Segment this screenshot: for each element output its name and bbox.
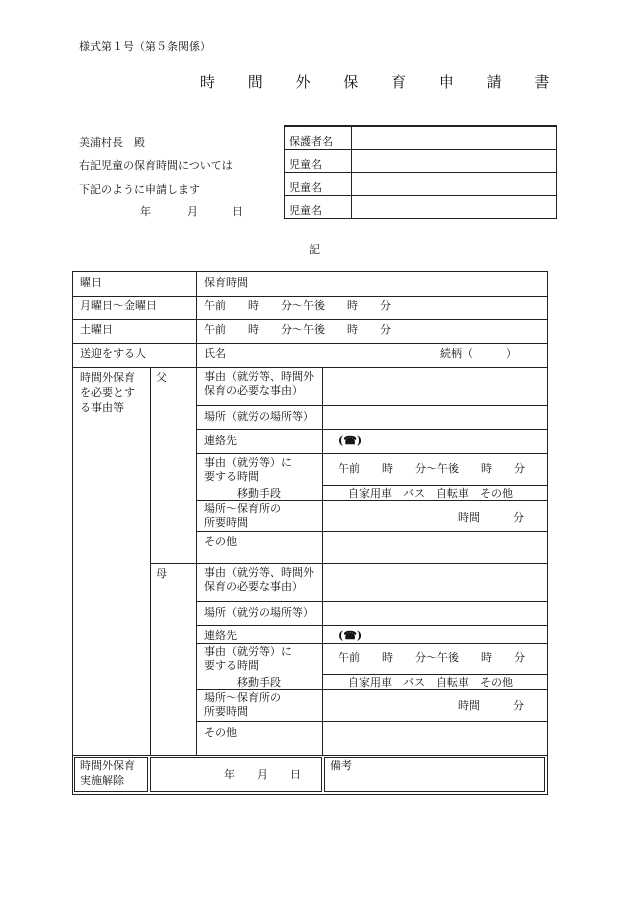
applicant-table	[284, 125, 557, 219]
time-header: 保育時間	[204, 276, 248, 289]
reason-label-1: 時間外保育	[80, 371, 135, 384]
saturday-label: 土曜日	[80, 323, 113, 336]
form-number: 様式第１号（第５条関係）	[79, 40, 211, 53]
mother-reason-1: 事由（就労等、時間外	[204, 566, 314, 579]
mother-transport-label: 移動手段	[237, 676, 281, 689]
ki-heading: 記	[309, 243, 320, 256]
request-line-1: 右記児童の保育時間については	[79, 159, 233, 172]
mother-needed-time-2: 要する時間	[204, 659, 259, 672]
cancel-label-1: 時間外保育	[80, 759, 135, 772]
mother-commute-value[interactable]: 時間 分	[458, 699, 524, 712]
date-day: 日	[232, 205, 243, 218]
relation-label[interactable]: 続柄（ ）	[440, 347, 517, 360]
father-commute-2: 所要時間	[204, 516, 248, 529]
mother-contact: 連絡先	[204, 629, 237, 642]
phone-icon[interactable]: (☎)	[338, 629, 363, 642]
day-header: 曜日	[80, 276, 102, 289]
child-name-label: 児童名	[289, 158, 322, 171]
request-line-2: 下記のように申請します	[79, 183, 200, 196]
remarks-cell[interactable]	[324, 757, 545, 792]
guardian-row[interactable]	[285, 126, 556, 150]
pickup-label: 送迎をする人	[80, 347, 146, 360]
remarks-label: 備考	[330, 759, 352, 772]
mother-needed-time-value[interactable]: 午前 時 分～午後 時 分	[338, 651, 525, 664]
father-needed-time-2: 要する時間	[204, 470, 259, 483]
father-transport-options[interactable]: 自家用車 バス 自転車 その他	[348, 487, 513, 500]
reason-label-2: を必要とす	[80, 386, 135, 399]
reason-label-3: る事由等	[80, 401, 124, 414]
child-row-3[interactable]	[285, 195, 556, 219]
father-transport-label: 移動手段	[237, 487, 281, 500]
father-reason-2: 保育の必要な事由）	[204, 384, 303, 397]
cancel-date[interactable]: 年 月 日	[224, 768, 301, 781]
name-label[interactable]: 氏名	[204, 347, 226, 360]
saturday-time[interactable]: 午前 時 分～午後 時 分	[204, 323, 391, 336]
child-row-1[interactable]	[285, 149, 556, 173]
child-name-label: 児童名	[289, 204, 322, 217]
father-other: その他	[204, 535, 237, 548]
mother-commute-1: 場所～保育所の	[204, 691, 281, 704]
mother-transport-options[interactable]: 自家用車 バス 自転車 その他	[348, 676, 513, 689]
date-year: 年	[140, 205, 151, 218]
mother-label: 母	[156, 567, 167, 580]
weekday-label: 月曜日～金曜日	[80, 299, 157, 312]
mother-reason-2: 保育の必要な事由）	[204, 580, 303, 593]
father-reason-1: 事由（就労等、時間外	[204, 370, 314, 383]
recipient: 美浦村長 殿	[79, 136, 145, 149]
mother-place: 場所（就労の場所等）	[204, 606, 314, 619]
father-needed-time-value[interactable]: 午前 時 分～午後 時 分	[338, 462, 525, 475]
mother-other: その他	[204, 726, 237, 739]
child-row-2[interactable]	[285, 172, 556, 196]
father-needed-time-1: 事由（就労等）に	[204, 456, 292, 469]
father-commute-1: 場所～保育所の	[204, 502, 281, 515]
father-contact: 連絡先	[204, 434, 237, 447]
phone-icon[interactable]: (☎)	[338, 434, 363, 447]
cancel-label-2: 実施解除	[80, 774, 124, 787]
father-label: 父	[156, 371, 167, 384]
schedule-form	[72, 271, 548, 795]
weekday-time[interactable]: 午前 時 分～午後 時 分	[204, 299, 391, 312]
mother-needed-time-1: 事由（就労等）に	[204, 645, 292, 658]
mother-commute-2: 所要時間	[204, 705, 248, 718]
father-place: 場所（就労の場所等）	[204, 410, 314, 423]
form-title: 時 間 外 保 育 申 請 書	[200, 73, 564, 91]
date-month: 月	[187, 205, 198, 218]
father-commute-value[interactable]: 時間 分	[458, 511, 524, 524]
guardian-name-label: 保護者名	[289, 135, 333, 148]
child-name-label: 児童名	[289, 181, 322, 194]
